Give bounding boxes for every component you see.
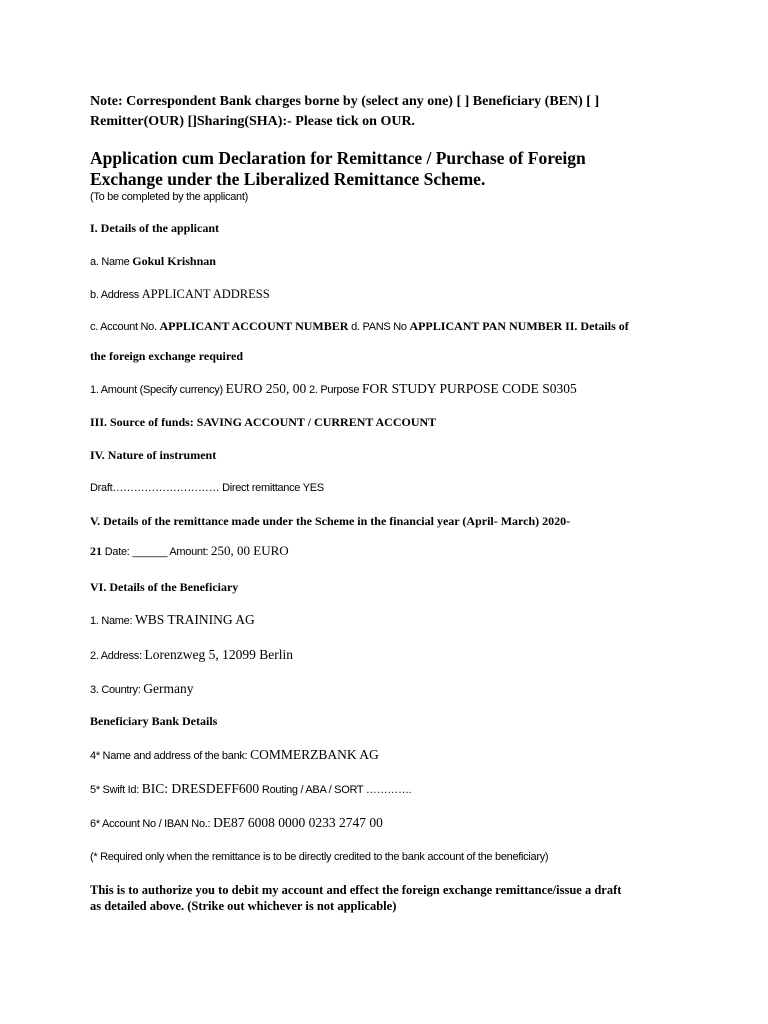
section-4-heading: IV. Nature of instrument [90,448,217,462]
beneficiary-country-row [90,682,194,697]
pan-value: APPLICANT PAN NUMBER [409,319,563,333]
authorization-line-1: This is to authorize you to debit my account and effect the foreign exchange remittance/issue a draft [90,883,622,897]
swift-value: BIC: DRESDEFF600 [141,781,260,796]
beneficiary-address-value: Lorenzweg 5, 12099 Berlin [144,647,293,662]
beneficiary-address-row [90,648,293,663]
pan-label: d. PANS No [351,321,407,333]
iban-row [90,816,383,831]
direct-remittance-value: YES [302,482,324,494]
swift-row [90,782,411,797]
beneficiary-name-row [90,613,255,628]
instrument-row [90,481,324,495]
title-line-2: Exchange under the Liberalized Remittance Scheme. [90,169,486,189]
title-line-1: Application cum Declaration for Remittance / Purchase of Foreign [90,148,586,168]
iban-value: DE87 6008 0000 0233 2747 00 [213,815,383,830]
section-6-heading: VI. Details of the Beneficiary [90,580,239,594]
applicant-name-row [90,254,216,269]
bank-name-row [90,748,379,763]
note-line-2: Remitter(OUR) []Sharing(SHA):- Please tick on OUR. [90,114,416,129]
bank-name-label: 4* Name and address of the bank: [90,750,248,762]
beneficiary-country-label: 3. Country: [90,684,141,696]
applicant-address-value: APPLICANT ADDRESS [141,287,270,301]
beneficiary-country-value: Germany [143,681,194,696]
section-2-heading-part-1: II. Details of [565,319,629,333]
section-5-year: 21 [90,544,102,558]
authorization-line-2: as detailed above. (Strike out whichever is not applicable) [90,899,397,913]
iban-label: 6* Account No / IBAN No.: [90,818,211,830]
remittance-date-amount-row [90,544,289,559]
bank-name-value: COMMERZBANK AG [250,747,379,762]
section-5-heading: V. Details of the remittance made under the Scheme in the financial year (April- March) 2020- [90,514,571,528]
account-value: APPLICANT ACCOUNT NUMBER [159,319,349,333]
section-3-source-of-funds: III. Source of funds: SAVING ACCOUNT / CURRENT ACCOUNT [90,415,437,429]
amount-label: 1. Amount (Specify currency) [90,384,223,396]
subtitle: (To be completed by the applicant) [90,191,248,203]
applicant-name-value: Gokul Krishnan [132,254,216,268]
applicant-account-row [90,319,629,334]
beneficiary-name-label: 1. Name: [90,615,133,627]
amount-purpose-row [90,382,577,397]
section-2-heading: the foreign exchange required [90,349,243,363]
amount-value: EURO 250, 00 [225,381,307,396]
beneficiary-address-label: 2. Address: [90,650,142,662]
applicant-address-row [90,287,270,302]
date-amount-label: Date: ______ Amount: [104,546,209,558]
applicant-address-label: b. Address [90,289,139,301]
note-line-1: Note: Correspondent Bank charges borne by (select any one) [ ] Beneficiary (BEN) [ ] [90,94,600,109]
purpose-value: FOR STUDY PURPOSE CODE S0305 [361,381,577,396]
footnote: (* Required only when the remittance is to be directly credited to the bank account of the beneficiary) [90,851,549,863]
purpose-label: 2. Purpose [308,384,360,396]
remitted-amount-value: 250, 00 EURO [211,543,289,558]
draft-label: Draft………………………… Direct remittance [90,482,301,494]
section-1-heading: I. Details of the applicant [90,221,219,235]
swift-label: 5* Swift Id: [90,784,139,796]
routing-label: Routing / ABA / SORT …………. [261,784,412,796]
bank-details-heading: Beneficiary Bank Details [90,714,218,728]
applicant-name-label: a. Name [90,256,130,268]
beneficiary-name-value: WBS TRAINING AG [135,612,255,627]
account-label: c. Account No. [90,321,157,333]
